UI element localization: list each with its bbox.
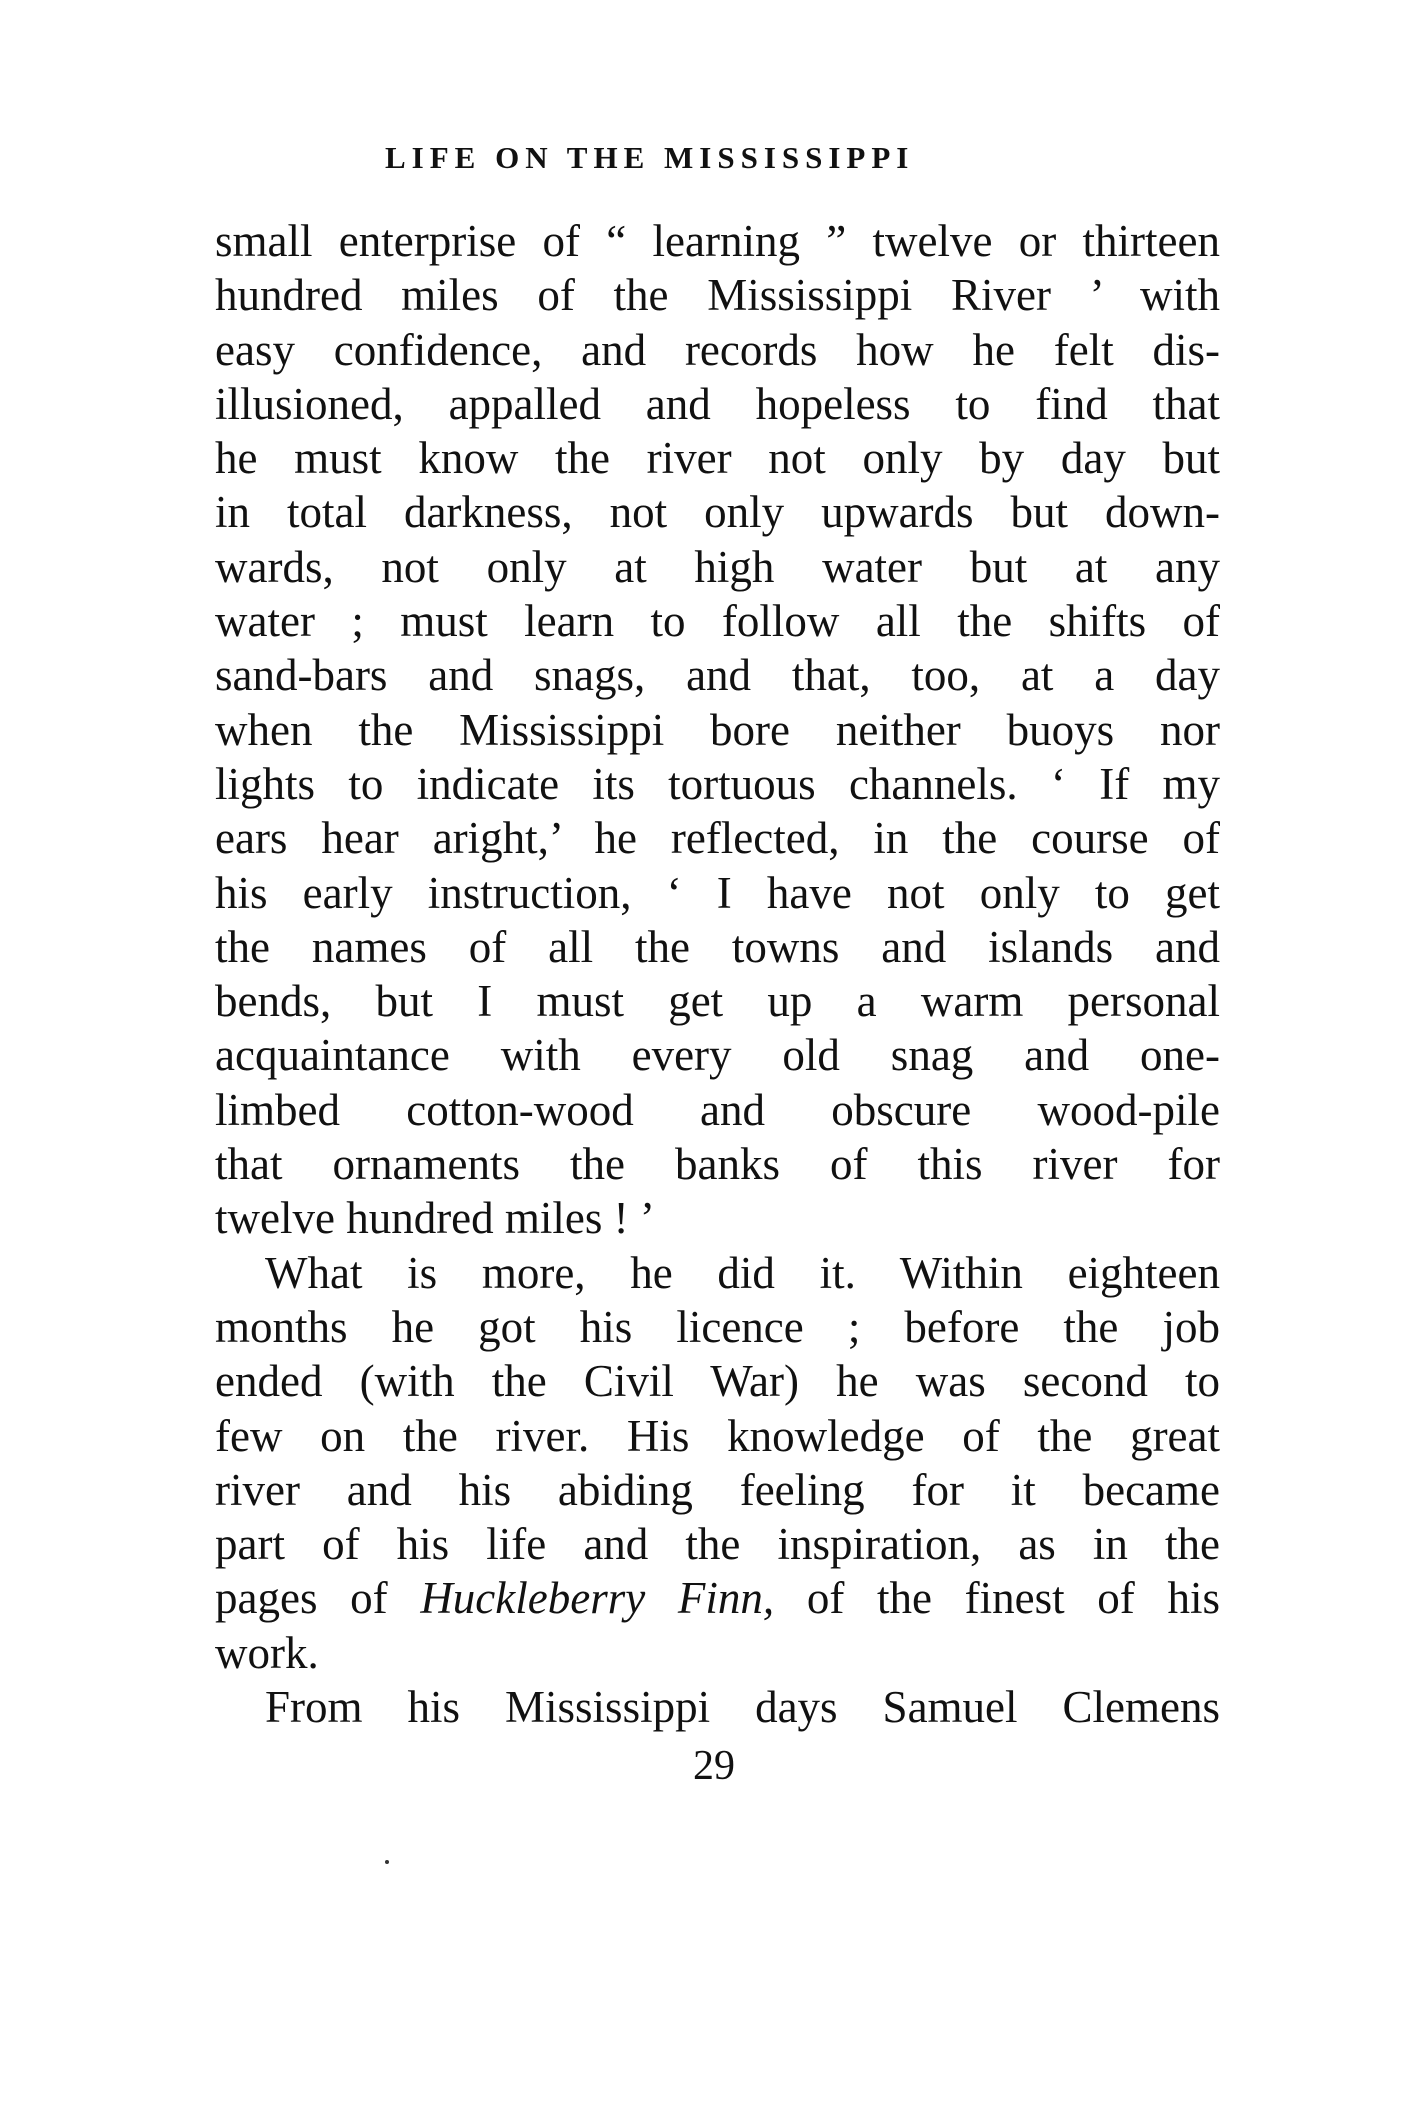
text-line: easy confidence, and records how he felt dis-: [215, 324, 1220, 375]
text-line: ears hear aright,’ he reflected, in the course of: [215, 813, 1220, 864]
text-line: water ; must learn to follow all the shifts of: [215, 596, 1220, 647]
text-line: months he got his licence ; before the job: [215, 1301, 1220, 1352]
text-line: small enterprise of “ learning ” twelve or thirteen: [215, 216, 1220, 266]
text-line: What is more, he did it. Within eighteen: [265, 1247, 1220, 1298]
body-text: [215, 214, 1220, 1734]
text-line: sand-bars and snags, and that, too, at a day: [215, 650, 1220, 701]
text-line: hundred miles of the Mississippi River ’ with: [215, 270, 1220, 321]
text-line: lights to indicate its tortuous channels. ‘ If my: [215, 758, 1220, 809]
text-line: few on the river. His knowledge of the great: [215, 1410, 1220, 1461]
text-line: twelve hundred miles ! ’: [215, 1193, 655, 1244]
text-line: part of his life and the inspiration, as in the: [215, 1519, 1220, 1570]
text-line: limbed cotton-wood and obscure wood-pile: [215, 1084, 1220, 1135]
text-segment: pages of: [215, 1573, 421, 1624]
text-line-with-title: [215, 1571, 1220, 1625]
running-head: LIFE ON THE MISSISSIPPI: [385, 140, 915, 175]
text-line: in total darkness, not only upwards but down-: [215, 487, 1220, 538]
text-line: work.: [215, 1627, 319, 1678]
page-number: 29: [693, 1743, 735, 1789]
text-line: the names of all the towns and islands and: [215, 921, 1220, 972]
print-speck: [385, 1860, 389, 1864]
book-title-italic: Huckleberry Finn,: [420, 1573, 775, 1624]
text-segment: of the finest of his: [774, 1573, 1220, 1624]
text-line: his early instruction, ‘ I have not only to get: [215, 867, 1220, 918]
text-line: wards, not only at high water but at any: [215, 541, 1220, 592]
text-line: bends, but I must get up a warm personal: [215, 976, 1220, 1027]
text-line: river and his abiding feeling for it became: [215, 1464, 1220, 1515]
text-line: ended (with the Civil War) he was second to: [215, 1356, 1220, 1407]
text-line: illusioned, appalled and hopeless to find that: [215, 378, 1220, 429]
text-line: acquaintance with every old snag and one-: [215, 1030, 1220, 1081]
text-line: when the Mississippi bore neither buoys nor: [215, 704, 1220, 755]
text-line: he must know the river not only by day but: [215, 433, 1220, 484]
text-line: that ornaments the banks of this river for: [215, 1139, 1220, 1190]
text-line: From his Mississippi days Samuel Clemens: [265, 1682, 1220, 1733]
